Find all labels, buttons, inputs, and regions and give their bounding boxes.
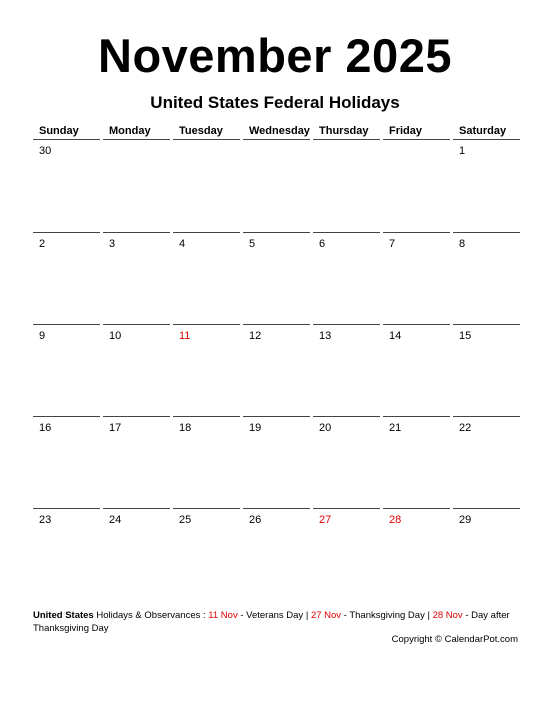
holiday-day-number: 28	[389, 514, 402, 526]
day-number: 14	[389, 330, 402, 342]
weekday-header-monday: Monday	[103, 124, 170, 140]
day-cell	[103, 416, 170, 508]
holiday-name: - Day after Thanksgiving Day	[33, 610, 510, 634]
day-number: 15	[459, 330, 472, 342]
day-cell	[33, 140, 100, 232]
day-cell	[453, 416, 520, 508]
day-cell	[103, 232, 170, 324]
day-number: 26	[249, 514, 262, 526]
day-cell	[313, 232, 380, 324]
day-number: 1	[459, 145, 466, 157]
day-cell	[33, 232, 100, 324]
day-cell	[313, 324, 380, 416]
day-cell	[313, 508, 380, 600]
holiday-separator: |	[424, 610, 433, 621]
weekday-header-wednesday: Wednesday	[243, 124, 310, 140]
page-subtitle: United States Federal Holidays	[150, 93, 400, 112]
day-number: 8	[459, 238, 466, 250]
day-cell	[103, 324, 170, 416]
page-title: November 2025	[98, 29, 452, 82]
day-cell	[453, 232, 520, 324]
day-cell	[243, 416, 310, 508]
day-number: 23	[39, 514, 52, 526]
day-number: 7	[389, 238, 396, 250]
calendar-grid	[33, 124, 519, 600]
day-number: 2	[39, 238, 46, 250]
day-cell	[173, 324, 240, 416]
holiday-day-number: 11	[179, 330, 191, 342]
day-number: 6	[319, 238, 326, 250]
day-cell	[173, 508, 240, 600]
day-cell	[173, 416, 240, 508]
day-cell	[453, 324, 520, 416]
holiday-separator: |	[303, 610, 311, 621]
weekday-header-thursday: Thursday	[313, 124, 380, 140]
day-number: 25	[179, 514, 192, 526]
holiday-day-number: 27	[319, 514, 332, 526]
day-cell	[103, 140, 170, 232]
day-number: 13	[319, 330, 332, 342]
day-cell	[313, 416, 380, 508]
day-cell	[383, 416, 450, 508]
day-cell	[103, 508, 170, 600]
day-number: 18	[179, 422, 192, 434]
holiday-name: - Veterans Day	[237, 610, 304, 621]
day-number: 12	[249, 330, 262, 342]
weekday-header-friday: Friday	[383, 124, 450, 140]
day-number: 30	[39, 145, 52, 157]
day-cell	[33, 508, 100, 600]
day-cell	[173, 232, 240, 324]
day-cell	[383, 508, 450, 600]
day-number: 22	[459, 422, 472, 434]
day-number: 3	[109, 238, 116, 250]
day-number: 21	[389, 422, 402, 434]
day-number: 5	[249, 238, 256, 250]
day-cell	[313, 140, 380, 232]
day-number: 16	[39, 422, 52, 434]
day-cell	[33, 416, 100, 508]
day-cell	[243, 140, 310, 232]
day-number: 20	[319, 422, 332, 434]
holiday-name: - Thanksgiving Day	[341, 610, 425, 621]
day-number: 4	[179, 238, 186, 250]
day-number: 10	[109, 330, 122, 342]
copyright-text: Copyright © CalendarPot.com	[391, 634, 518, 645]
holiday-date: 11 Nov	[208, 610, 238, 621]
day-number: 17	[109, 422, 122, 434]
day-number: 29	[459, 514, 472, 526]
weekday-header-sunday: Sunday	[33, 124, 100, 140]
day-cell	[453, 140, 520, 232]
weekday-header-tuesday: Tuesday	[173, 124, 240, 140]
day-cell	[243, 232, 310, 324]
day-number: 19	[249, 422, 262, 434]
footer-country: United States	[33, 610, 94, 621]
holiday-date: 27 Nov	[310, 610, 342, 621]
day-cell	[243, 508, 310, 600]
day-number: 24	[109, 514, 122, 526]
day-cell	[33, 324, 100, 416]
day-cell	[243, 324, 310, 416]
day-cell	[383, 140, 450, 232]
day-cell	[383, 324, 450, 416]
footer-label: Holidays & Observances :	[93, 610, 209, 621]
holiday-date: 28 Nov	[432, 610, 463, 621]
day-number: 9	[39, 330, 46, 342]
holidays-footer	[33, 609, 523, 635]
day-cell	[173, 140, 240, 232]
day-cell	[453, 508, 520, 600]
day-cell	[383, 232, 450, 324]
weekday-header-saturday: Saturday	[453, 124, 520, 140]
